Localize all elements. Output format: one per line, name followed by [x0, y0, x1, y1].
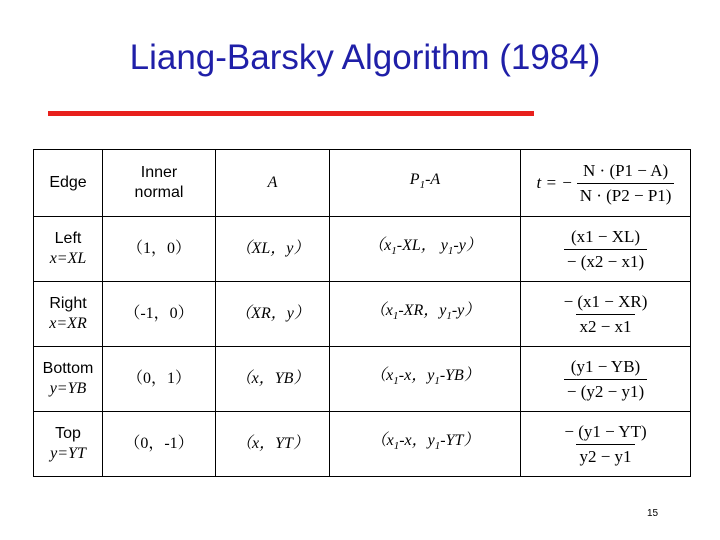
- header-edge: Edge: [34, 150, 103, 217]
- a-cell: （XL，y）: [216, 217, 330, 282]
- edge-cell: Bottom y=YB: [34, 347, 103, 412]
- t-cell: $\frac{- (y1 - YT)}{y2 - y1}$: [521, 412, 691, 477]
- table-row: [34, 217, 691, 282]
- t-cell: $\frac{- (x1 - XR)}{x2 - x1}$: [521, 282, 691, 347]
- inner-normal-cell: （-1，0）: [103, 282, 216, 347]
- header-p1-minus-a: $P_1-A$: [330, 150, 521, 217]
- edge-cell: Right x=XR: [34, 282, 103, 347]
- t-formula-numerator: N · (P1 − A): [583, 160, 669, 180]
- header-inner-normal: Inner normal: [103, 150, 216, 217]
- page-number: 15: [647, 508, 659, 519]
- table-header-row: [34, 150, 691, 217]
- p1a-cell: （$x_1-x$，$y_1-YT$）: [330, 412, 521, 477]
- title-underline-rule: [48, 111, 534, 116]
- header-t-formula: [521, 150, 691, 217]
- a-cell: （x，YB）: [216, 347, 330, 412]
- table-row: [34, 347, 691, 412]
- edge-cell: Left x=XL: [34, 217, 103, 282]
- t-formula-denominator: N · (P2 − P1): [577, 183, 675, 206]
- t-cell: $\frac{(x1 - XL)}{- (x2 - x1)}$: [521, 217, 691, 282]
- algorithm-table: [33, 149, 691, 477]
- inner-normal-cell: （0，-1）: [103, 412, 216, 477]
- slide-title: Liang-Barsky Algorithm (1984): [129, 38, 601, 77]
- table-row: [34, 282, 691, 347]
- p1a-cell: （$x_1-x$，$y_1-YB$）: [330, 347, 521, 412]
- header-a: A: [216, 150, 330, 217]
- table-row: [34, 412, 691, 477]
- p1a-cell: （$x_1-XR$，$y_1-y$）: [330, 282, 521, 347]
- inner-normal-cell: （0，1）: [103, 347, 216, 412]
- t-formula-lhs: t = −: [536, 173, 573, 192]
- t-cell: $\frac{(y1 - YB)}{- (y2 - y1)}$: [521, 347, 691, 412]
- a-cell: （XR，y）: [216, 282, 330, 347]
- edge-cell: Top y=YT: [34, 412, 103, 477]
- p1a-cell: （$x_1-XL$， $y_1-y$）: [330, 217, 521, 282]
- a-cell: （x，YT）: [216, 412, 330, 477]
- inner-normal-cell: （1，0）: [103, 217, 216, 282]
